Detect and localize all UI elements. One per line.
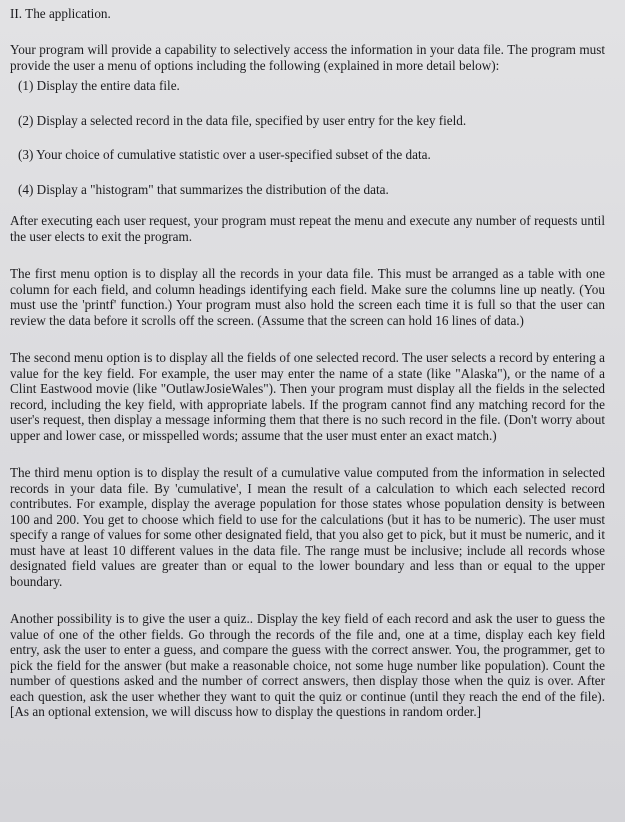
menu-option-2: (2) Display a selected record in the data file, specified by user entry for the key field. — [18, 112, 467, 128]
second-option-paragraph: The second menu option is to display all the fields of one selected record. The user selects a record by entering a value for the key field. For example, the user may enter the name of a state (like "Alaska"), or the name of a Clint Eastwood movie (like "OutlawJosieWales"). Then your program must display all the fields in the selected record, including the key field, with appropriate labels. If the program cannot find any matching record for the user's request, then display a message informing them that there is no such record in the file. (Don't worry about upper and lower case, or misspelled words; assume that the user must enter an exact match.) — [10, 350, 605, 443]
intro-paragraph: Your program will provide a capability to selectively access the information in your data file. The program must provide the user a menu of options including the following (explained in more detail below): — [10, 42, 605, 73]
menu-option-3: (3) Your choice of cumulative statistic over a user-specified subset of the data. — [18, 147, 431, 162]
first-option-paragraph: The first menu option is to display all the records in your data file. This must be arranged as a table with one column for each field, and column headings identifying each field. Make sure the columns line up neatly. (You must use the 'printf' function.) Your program must also hold the screen each time it is full so that the user can review the data before it scrolls off the screen. (Assume that the screen can hold 16 lines of data.) — [10, 266, 605, 328]
third-option-paragraph: The third menu option is to display the result of a cumulative value computed from the information in selected records in your data file. By 'cumulative', I mean the result of a calculation to which each selected record contributes. For example, display the average population for those states whose population density is between 100 and 200. You get to choose which field to use for the calculations (but it has to be numeric). The user must specify a range of values for some other designated field, that you also get to pick, but it must be numeric, and it must have at least 10 different values in the data file. The range must be inclusive; include all records whose designated field values are greater than or equal to the lower boundary and less than or equal to the upper boundary. — [10, 465, 605, 589]
menu-option-1: (1) Display the entire data file. — [18, 78, 180, 93]
section-heading: II. The application. — [10, 6, 111, 21]
menu-option-4: (4) Display a "histogram" that summarizes the distribution of the data. — [18, 181, 389, 197]
menu-options-list — [18, 78, 605, 197]
quiz-option-paragraph: Another possibility is to give the user a quiz.. Display the key field of each record and ask the user to guess the value of one of the other fields. Go through the records of the file and, one at a time, display each key field entry, ask the user to enter a guess, and compare the guess with the correct answer. You, the programmer, get to pick the field for the answer (but make a reasonable choice, not some huge number like population). Count the number of questions asked and the number of correct answers, then display those when the quiz is over. After each question, ask the user whether they want to quit the quiz or continue (until they reach the end of the file). [As an optional extension, we will discuss how to display the questions in random order.] — [10, 611, 605, 719]
repeat-menu-paragraph: After executing each user request, your program must repeat the menu and execute any number of requests until the user elects to exit the program. — [10, 213, 605, 244]
